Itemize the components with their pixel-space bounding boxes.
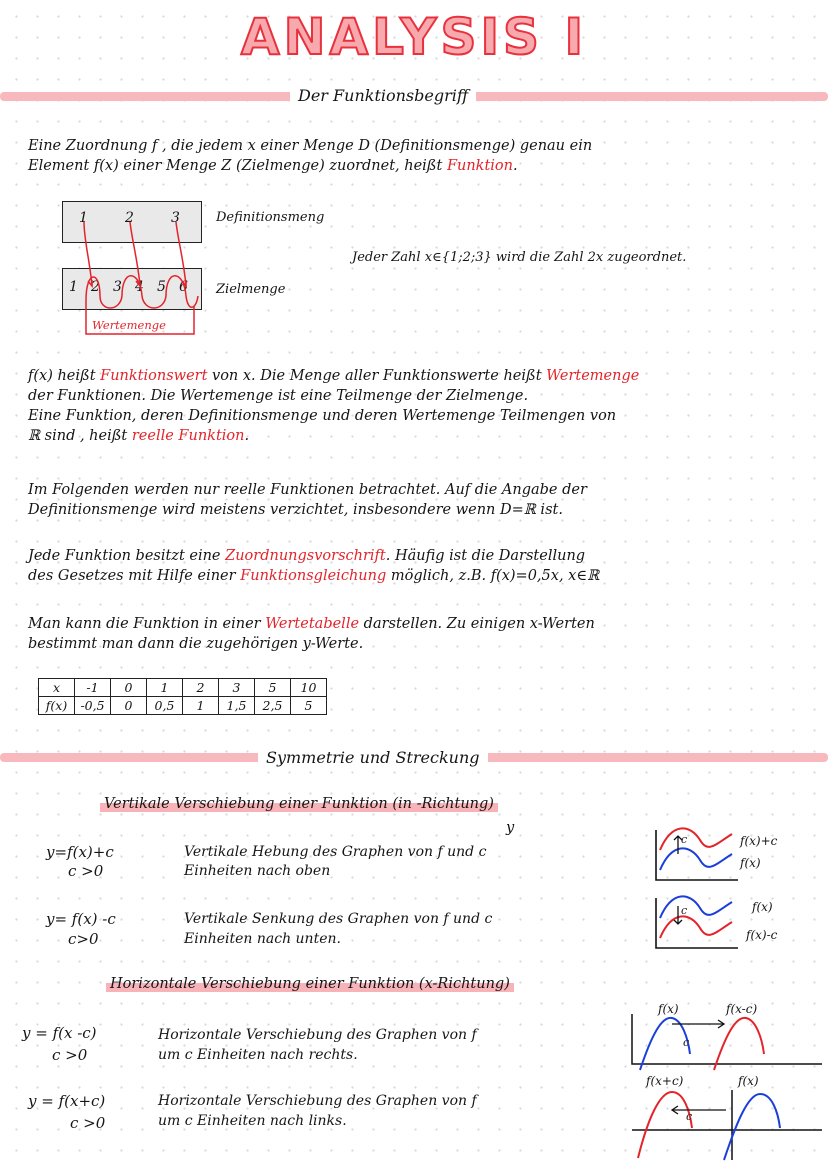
- desc-line: Horizontale Verschiebung des Graphen von f: [158, 1027, 477, 1043]
- horizontal-shift-heading: [106, 976, 514, 992]
- table-row-fx: [39, 697, 327, 715]
- p4-text: des Gesetzes mit Hilfe einer: [28, 568, 241, 584]
- table-cell: 1: [147, 679, 183, 697]
- table-cell: -0,5: [75, 697, 111, 715]
- table-cell: 2,5: [255, 697, 291, 715]
- domain-value: 2: [125, 210, 134, 226]
- p2-line-4: [28, 426, 818, 446]
- desc-line: um c Einheiten nach links.: [158, 1113, 347, 1129]
- vertical-shift-heading: [100, 796, 498, 812]
- table-cell: 5: [255, 679, 291, 697]
- curve-fx-plus-c: [660, 828, 732, 850]
- codomain-value: 2: [91, 279, 100, 295]
- codomain-value: 3: [113, 279, 122, 295]
- condition: c >0: [68, 862, 104, 880]
- intro-period: .: [513, 158, 518, 174]
- desc-line: Vertikale Senkung des Graphen von f und c: [184, 911, 493, 927]
- desc-line: Einheiten nach unten.: [184, 931, 341, 947]
- paragraph-funktionswert: [28, 366, 818, 446]
- graph-vertical-up: [650, 826, 740, 884]
- graph-c-label: c: [683, 1036, 690, 1049]
- vertical-heading-text: Vertikale Verschiebung einer Funktion (in -Richtung): [100, 796, 498, 812]
- p4-line-2: [28, 566, 823, 586]
- codomain-value: 1: [69, 279, 78, 295]
- graph-label-top: f(x): [752, 900, 773, 914]
- p4-text: . Häufig ist die Darstellung: [385, 548, 586, 564]
- range-wave: [86, 276, 198, 308]
- table-cell: 0,5: [147, 697, 183, 715]
- codomain-label: Zielmenge: [216, 282, 286, 297]
- table-cell: 1,5: [219, 697, 255, 715]
- mapping-arrow: [84, 222, 92, 286]
- range-label: Wertemenge: [92, 318, 166, 332]
- formula-vertical-down: y= f(x) -c: [46, 910, 116, 928]
- term-funktion: Funktion: [446, 158, 513, 174]
- section-title-symmetrie: Symmetrie und Streckung: [258, 748, 488, 767]
- graph-c-label: c: [681, 833, 688, 846]
- codomain-value: 4: [135, 279, 144, 295]
- term-funktionsgleichung: Funktionsgleichung: [240, 568, 387, 584]
- curve-fx: [660, 848, 732, 870]
- table-cell: x: [39, 679, 75, 697]
- graph-c-label: c: [681, 904, 688, 917]
- curve-fx-minus-c: [660, 916, 732, 938]
- graph-label-left: f(x+c): [646, 1074, 684, 1088]
- graph-label-top: f(x)+c: [740, 834, 778, 848]
- p3-line-2: Definitionsmenge wird meistens verzichtet, insbesondere wenn D=ℝ ist.: [28, 502, 563, 518]
- table-cell: 5: [291, 697, 327, 715]
- domain-value: 3: [171, 210, 180, 226]
- p5-text: Man kann die Funktion in einer: [28, 616, 266, 632]
- graph-c-label: c: [686, 1110, 693, 1123]
- graph-label-left: f(x): [658, 1002, 679, 1016]
- table-cell: 1: [183, 697, 219, 715]
- graph-label-bottom: f(x): [740, 856, 761, 870]
- condition: c >0: [52, 1046, 88, 1064]
- table-cell: 3: [219, 679, 255, 697]
- formula-vertical-up: y=f(x)+c: [46, 843, 114, 861]
- table-cell: 0: [111, 697, 147, 715]
- curve-fx-plus-c: [638, 1092, 692, 1158]
- graph-vertical-down: [650, 894, 740, 952]
- table-cell: -1: [75, 679, 111, 697]
- table-row-x: [39, 679, 327, 697]
- graph-horizontal-left: [628, 1088, 824, 1160]
- curve-fx: [660, 896, 732, 918]
- shift-arrow: [672, 1106, 726, 1114]
- term-wertetabelle: Wertetabelle: [265, 616, 360, 632]
- paragraph-wertetabelle: [28, 614, 818, 654]
- formula-horizontal-right: y = f(x -c): [22, 1024, 97, 1042]
- formula-horizontal-left: y = f(x+c): [28, 1092, 106, 1110]
- term-funktionswert: Funktionswert: [100, 368, 208, 384]
- p4-text: Jede Funktion besitzt eine: [28, 548, 226, 564]
- p5-line-1: [28, 614, 818, 634]
- term-zuordnungsvorschrift: Zuordnungsvorschrift: [225, 548, 386, 564]
- p2-line-1: [28, 366, 818, 386]
- desc-line: Horizontale Verschiebung des Graphen von f: [158, 1093, 477, 1109]
- p2-text: von x. Die Menge aller Funktionswerte heißt: [207, 368, 547, 384]
- desc-line: Einheiten nach oben: [184, 863, 331, 879]
- shift-arrow: [672, 1020, 724, 1028]
- condition: c>0: [68, 930, 99, 948]
- codomain-value: 6: [179, 279, 188, 295]
- table-cell: 2: [183, 679, 219, 697]
- p2-text: f(x) heißt: [28, 368, 101, 384]
- p2-text: ℝ sind , heißt: [28, 428, 132, 444]
- graph-horizontal-right: [628, 1014, 824, 1070]
- horizontal-heading-text: Horizontale Verschiebung einer Funktion (x-Richtung): [106, 976, 514, 992]
- desc-line: um c Einheiten nach rechts.: [158, 1047, 358, 1063]
- paragraph-zuordnungsvorschrift: [28, 546, 823, 586]
- graph-label-right: f(x): [738, 1074, 759, 1088]
- value-table: [38, 678, 327, 715]
- table-cell: 10: [291, 679, 327, 697]
- p2-line-3: Eine Funktion, deren Definitionsmenge und deren Wertemenge Teilmengen von: [28, 408, 617, 424]
- codomain-value: 5: [157, 279, 166, 295]
- vertical-heading-y: y: [506, 820, 515, 836]
- section-title-funktionsbegriff: Der Funktionsbegriff: [290, 86, 476, 105]
- desc-line: Vertikale Hebung des Graphen von f und c: [184, 844, 487, 860]
- table-cell: 0: [111, 679, 147, 697]
- table-cell: f(x): [39, 697, 75, 715]
- page-title: ANALYSIS I: [240, 8, 588, 66]
- intro-text: Element f(x) einer Menge Z (Zielmenge) zuordnet, heißt: [28, 158, 447, 174]
- condition: c >0: [70, 1114, 106, 1132]
- mapping-rule: Jeder Zahl x∈{1;2;3} wird die Zahl 2x zugeordnet.: [352, 250, 687, 265]
- intro-line-1: Eine Zuordnung f , die jedem x einer Menge D (Definitionsmenge) genau ein: [28, 138, 593, 154]
- p4-text: möglich, z.B. f(x)=0,5x, x∈ℝ: [386, 568, 600, 584]
- graph-label-right: f(x-c): [726, 1002, 758, 1016]
- domain-label: Definitionsmeng: [216, 210, 325, 225]
- term-reelle-funktion: reelle Funktion: [131, 428, 245, 444]
- p5-text: darstellen. Zu einigen x-Werten: [359, 616, 595, 632]
- p3-line-1: Im Folgenden werden nur reelle Funktionen betrachtet. Auf die Angabe der: [28, 482, 587, 498]
- paragraph-reelle-funktionen: [28, 480, 818, 520]
- term-wertemenge: Wertemenge: [546, 368, 640, 384]
- p5-line-2: bestimmt man dann die zugehörigen y-Werte.: [28, 636, 364, 652]
- p4-line-1: [28, 546, 823, 566]
- graph-label-bottom: f(x)-c: [746, 928, 778, 942]
- domain-value: 1: [79, 210, 88, 226]
- p2-line-2: der Funktionen. Die Wertemenge ist eine Teilmenge der Zielmenge.: [28, 388, 529, 404]
- p2-period: .: [244, 428, 250, 444]
